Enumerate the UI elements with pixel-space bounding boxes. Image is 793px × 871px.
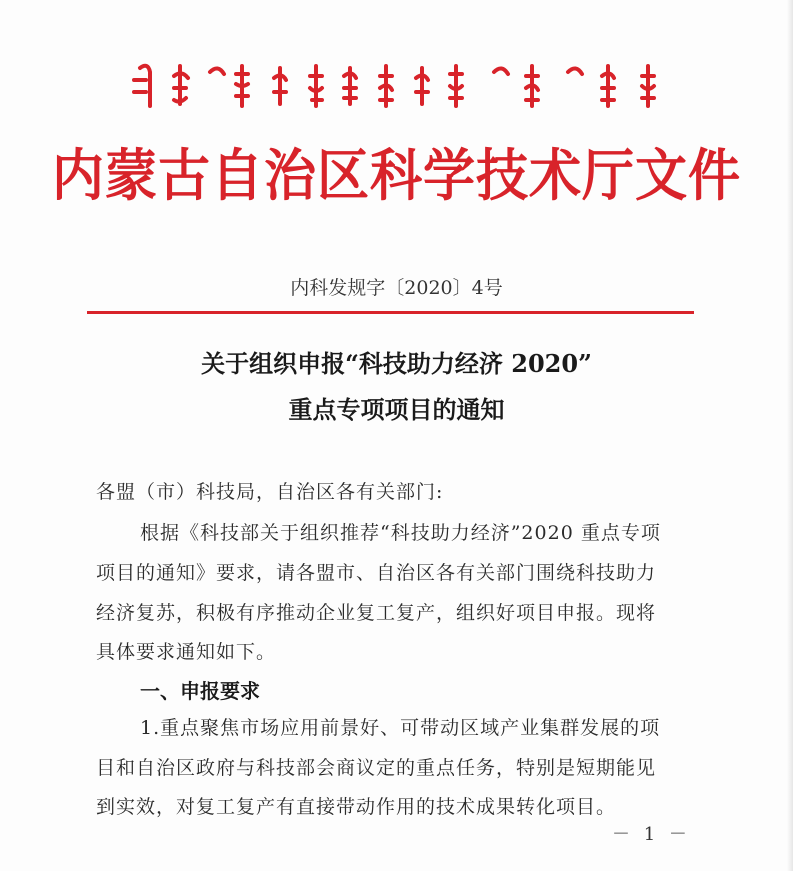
body-line: 经济复苏，积极有序推动企业复工复产，组织好项目申报。现将	[96, 602, 657, 624]
notice-title-line-1: 关于组织申报“科技助力经济 2020”	[201, 349, 592, 378]
body-line: 项目的通知》要求，请各盟市、自治区各有关部门围绕科技助力	[96, 562, 657, 584]
item-line: 到实效，对复工复产有直接带动作用的技术成果转化项目。	[96, 796, 617, 818]
item-line: 目和自治区政府与科技部会商议定的重点任务，特别是短期能见	[96, 757, 657, 779]
item-line: 1.重点聚焦市场应用前景好、可带动区域产业集群发展的项	[140, 717, 661, 739]
notice-title-line-2: 重点专项项目的通知	[288, 395, 505, 424]
page-edge-shadow	[787, 0, 793, 871]
red-separator-line	[87, 311, 694, 314]
section-heading: 一、申报要求	[140, 679, 260, 703]
salutation: 各盟（市）科技局，自治区各有关部门:	[96, 481, 444, 503]
document-number: 内科发规字〔2020〕4号	[290, 277, 503, 299]
body-line: 具体要求通知如下。	[96, 641, 277, 663]
issuing-authority-title: 内蒙古自治区科学技术厅文件	[51, 144, 742, 209]
mongolian-header-script	[130, 58, 680, 110]
page-number: － 1 －	[612, 824, 691, 845]
body-line: 根据《科技部关于组织推荐“科技助力经济”2020 重点专项	[140, 522, 661, 544]
